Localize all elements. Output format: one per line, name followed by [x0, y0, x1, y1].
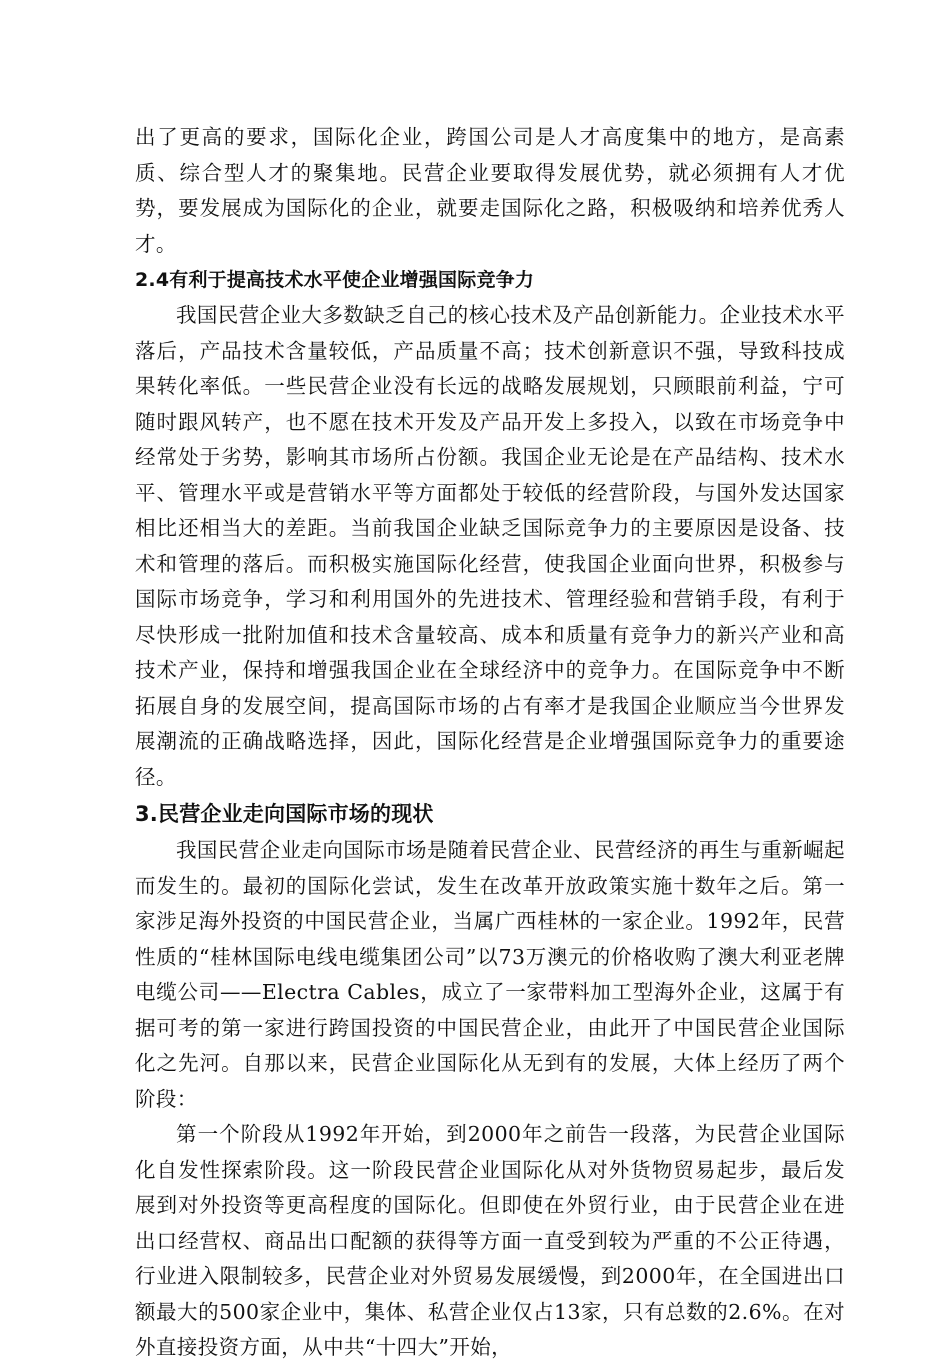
- paragraph-status: 我国民营企业走向国际市场是随着民营企业、民营经济的再生与重新崛起而发生的。最初的国际化尝试，发生在改革开放政策实施十数年之后。第一家涉足海外投资的中国民营企业，当属广西桂林的一家企业。1992年，民营性质的“桂林国际电线电缆集团公司”以73万澳元的价格收购了澳大利亚老牌电缆公司——Electra Cables，成立了一家带料加工型海外企业，这属于有据可考的第一家进行跨国投资的中国民营企业，由此开了中国民营企业国际化之先河。自那以来，民营企业国际化从无到有的发展，大体上经历了两个阶段：: [135, 838, 845, 1111]
- document-body: [135, 120, 845, 1366]
- subheading-2-4: 2.4有利于提高技术水平使企业增强国际竞争力: [135, 269, 535, 291]
- paragraph-talent: 出了更高的要求，国际化企业，跨国公司是人才高度集中的地方，是高素质、综合型人才的聚集地。民营企业要取得发展优势，就必须拥有人才优势，要发展成为国际化的企业，就要走国际化之路，积极吸纳和培养优秀人才。: [135, 125, 845, 256]
- paragraph-first-stage: 第一个阶段从1992年开始，到2000年之前告一段落，为民营企业国际化自发性探索阶段。这一阶段民营企业国际化从对外货物贸易起步，最后发展到对外投资等更高程度的国际化。但即使在外贸行业，由于民营企业在进出口经营权、商品出口配额的获得等方面一直受到较为严重的不公正待遇，行业进入限制较多，民营企业对外贸易发展缓慢，到2000年，在全国进出口额最大的500家企业中，集体、私营企业仅占13家，只有总数的2.6%。在对外直接投资方面，从中共“十四大”开始，: [135, 1122, 845, 1359]
- paragraph-technology: 我国民营企业大多数缺乏自己的核心技术及产品创新能力。企业技术水平落后，产品技术含量较低，产品质量不高；技术创新意识不强，导致科技成果转化率低。一些民营企业没有长远的战略发展规划，只顾眼前利益，宁可随时跟风转产，也不愿在技术开发及产品开发上多投入，以致在市场竞争中经常处于劣势，影响其市场所占份额。我国企业无论是在产品结构、技术水平、管理水平或是营销水平等方面都处于较低的经营阶段，与国外发达国家相比还相当大的差距。当前我国企业缺乏国际竞争力的主要原因是设备、技术和管理的落后。而积极实施国际化经营，使我国企业面向世界，积极参与国际市场竞争，学习和利用国外的先进技术、管理经验和营销手段，有利于尽快形成一批附加值和技术含量较高、成本和质量有竞争力的新兴产业和高技术产业，保持和增强我国企业在全球经济中的竞争力。在国际竞争中不断拓展自身的发展空间，提高国际市场的占有率才是我国企业顺应当今世界发展潮流的正确战略选择，因此，国际化经营是企业增强国际竞争力的重要途径。: [135, 303, 845, 789]
- section-heading-3: 3.民营企业走向国际市场的现状: [135, 802, 434, 826]
